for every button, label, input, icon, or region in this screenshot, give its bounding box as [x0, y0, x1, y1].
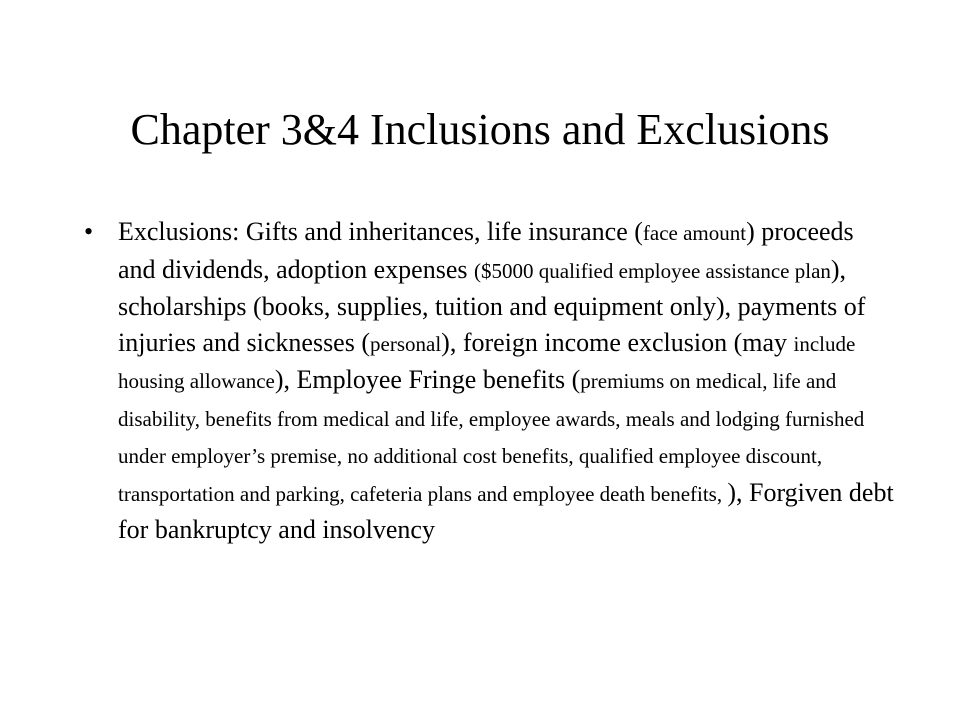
slide-title: Chapter 3&4 Inclusions and Exclusions — [130, 105, 830, 154]
bullet-icon: • — [84, 217, 94, 246]
bullet-text-segment: Exclusions: Gifts and inheritances, life insurance ( — [118, 217, 643, 246]
bullet-text-segment: premiums on medical, life and disability, benefits from medical and life, employee awards, meals and lodging furnished under employer’s premise, no additional cost benefits, qualified employee discount, transportation and parking, cafeteria plans and employee death benefits, — [118, 369, 865, 506]
bullet-text-segment: ), Forgiven debt for bankruptcy and insolvency — [118, 477, 894, 544]
bullet-text-segment: face amount — [642, 221, 747, 245]
bullet-list — [84, 214, 894, 548]
bullet-text-segment: ) proceeds and dividends, adoption expenses — [118, 217, 854, 284]
bullet-text-segment: ), scholarships (books, supplies, tuition and equipment only), payments of injuries and sicknesses ( — [118, 254, 866, 357]
bullet-text-segment: include housing allowance — [118, 331, 856, 393]
bullet-text-segment: ), foreign income exclusion (may — [441, 327, 794, 357]
bullet-item-exclusions — [84, 214, 894, 548]
bullet-text-segment: ), Employee Fringe benefits ( — [274, 365, 581, 394]
bullet-text-segment: personal — [370, 331, 442, 356]
bullet-text-segment: ($5000 qualified employee assistance plan — [474, 258, 831, 283]
